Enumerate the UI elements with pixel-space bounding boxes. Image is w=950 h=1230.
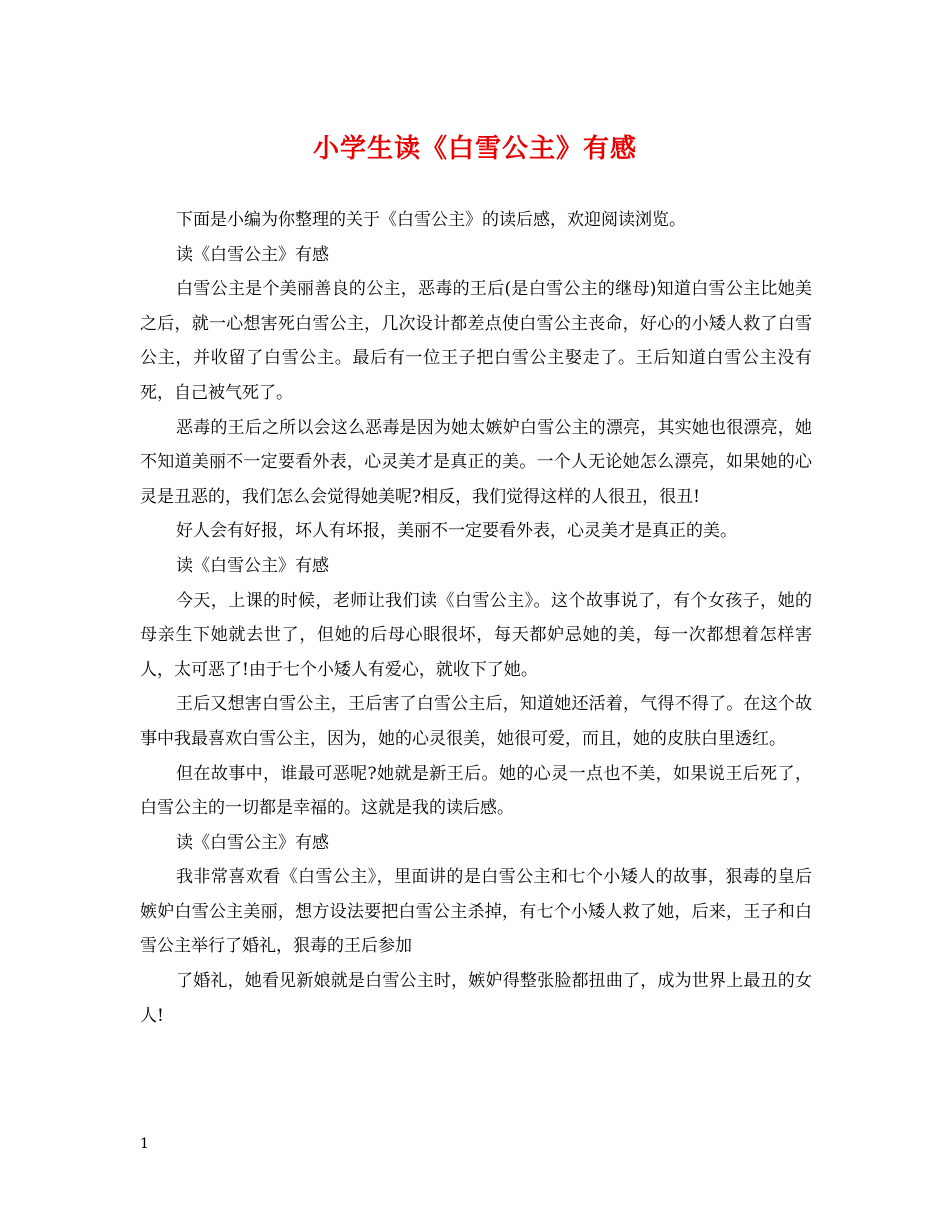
document-title: 小学生读《白雪公主》有感 xyxy=(312,134,637,164)
paragraph: 白雪公主是个美丽善良的公主，恶毒的王后(是白雪公主的继母)知道白雪公主比她美之后，就一心想害死白雪公主，几次设计都差点使白雪公主丧命，好心的小矮人救了白雪公主，并收留了白雪公主。最后有一位王子把白雪公主娶走了。王后知道白雪公主没有死，自己被气死了。 xyxy=(140,279,812,403)
paragraph: 了婚礼，她看见新娘就是白雪公主时，嫉妒得整张脸都扭曲了，成为世界上最丑的女人! xyxy=(140,971,812,1026)
section-heading: 读《白雪公主》有感 xyxy=(176,832,329,853)
section-heading: 读《白雪公主》有感 xyxy=(176,244,329,265)
page-number: 1 xyxy=(140,1136,149,1152)
section-heading: 读《白雪公主》有感 xyxy=(176,555,329,576)
paragraph: 但在故事中，谁最可恶呢?她就是新王后。她的心灵一点也不美，如果说王后死了，白雪公主的一切都是幸福的。这就是我的读后感。 xyxy=(140,763,812,819)
paragraph: 好人会有好报，坏人有坏报，美丽不一定要看外表，心灵美才是真正的美。 xyxy=(176,521,737,542)
paragraph: 今天，上课的时候，老师让我们读《白雪公主》。这个故事说了，有个女孩子，她的母亲生下她就去世了，但她的后母心眼很坏，每天都妒忌她的美，每一次都想着怎样害人，太可恶了!由于七个小矮人有爱心，就收下了她。 xyxy=(140,590,812,680)
paragraph: 我非常喜欢看《白雪公主》，里面讲的是白雪公主和七个小矮人的故事，狠毒的皇后嫉妒白雪公主美丽，想方设法要把白雪公主杀掉，有七个小矮人救了她，后来，王子和白雪公主举行了婚礼，狠毒的王后参加 xyxy=(140,867,812,957)
paragraph: 恶毒的王后之所以会这么恶毒是因为她太嫉妒白雪公主的漂亮，其实她也很漂亮，她不知道美丽不一定要看外表，心灵美才是真正的美。一个人无论她怎么漂亮，如果她的心灵是丑恶的，我们怎么会觉得她美呢?相反，我们觉得这样的人很丑，很丑! xyxy=(140,417,812,507)
paragraph-intro: 下面是小编为你整理的关于《白雪公主》的读后感，欢迎阅读浏览。 xyxy=(176,210,686,230)
document-body xyxy=(140,203,812,1033)
paragraph: 王后又想害白雪公主，王后害了白雪公主后，知道她还活着，气得不得了。在这个故事中我最喜欢白雪公主，因为，她的心灵很美，她很可爱，而且，她的皮肤白里透红。 xyxy=(140,694,812,749)
